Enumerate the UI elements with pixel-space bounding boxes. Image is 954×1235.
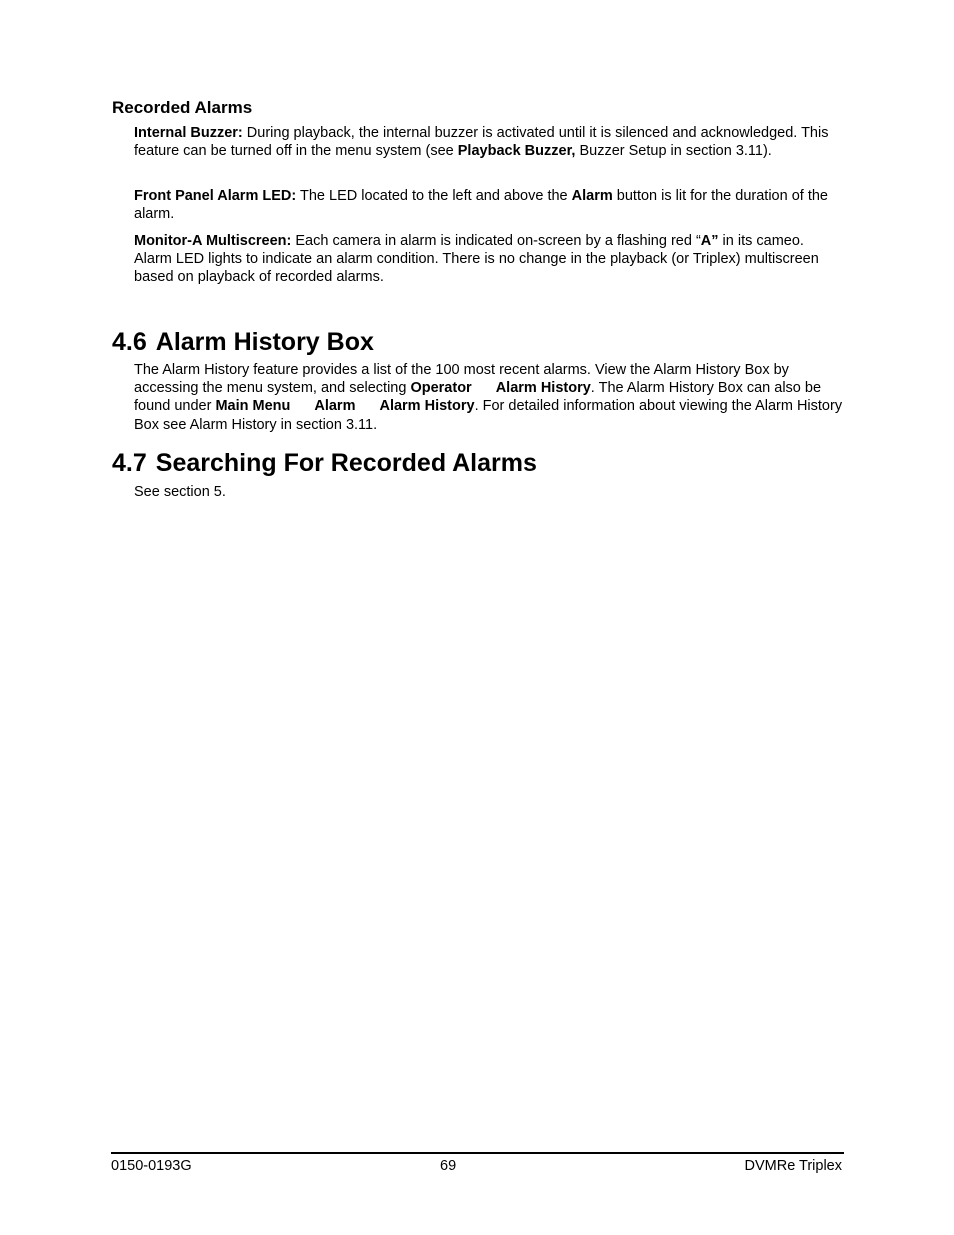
front-panel-led-text: The LED located to the left and above the <box>296 188 572 204</box>
alarm-indicator-term: A” <box>700 233 719 249</box>
menu-main-menu: Main Menu <box>215 398 291 415</box>
menu-alarm-history-2: Alarm History <box>379 398 475 415</box>
section-4-6-title: Alarm History Box <box>155 328 374 356</box>
see-section-paragraph: See section 5. <box>134 484 226 500</box>
section-4-6-number: 4.6 <box>112 328 147 356</box>
monitor-a-paragraph <box>134 232 844 287</box>
recorded-alarms-heading: Recorded Alarms <box>112 98 253 117</box>
footer-product-name: DVMRe Triplex <box>744 1158 842 1174</box>
internal-buzzer-paragraph <box>134 124 844 160</box>
footer-page-number: 69 <box>440 1158 457 1174</box>
front-panel-led-label: Front Panel Alarm LED: <box>134 188 297 204</box>
alarm-history-text: The Alarm History feature provides a list of the 100 most recent alarms. View the Alarm History Box by accessing the menu system, and selecting <box>134 362 789 397</box>
footer-rule <box>111 1152 844 1154</box>
monitor-a-label: Monitor-A Multiscreen: <box>134 233 292 249</box>
front-panel-led-text-end: button is lit for the duration of the alarm. <box>134 188 828 223</box>
alarm-history-text-end: . For detailed information about viewing the Alarm History Box see Alarm History in section 3.11. <box>134 398 843 433</box>
alarm-history-text-mid: . The Alarm History Box can also be found under <box>134 380 822 415</box>
internal-buzzer-text-end: Buzzer Setup in section 3.11). <box>575 143 772 160</box>
menu-alarm: Alarm <box>314 398 356 415</box>
internal-buzzer-text: During playback, the internal buzzer is activated until it is silenced and acknowledged. This feature can be turned off in the menu system (see <box>134 125 829 160</box>
section-4-7-title: Searching For Recorded Alarms <box>155 449 537 477</box>
internal-buzzer-label: Internal Buzzer: <box>134 125 243 141</box>
alarm-history-paragraph <box>134 361 844 434</box>
monitor-a-text: Each camera in alarm is indicated on-screen by a flashing red “ <box>291 233 701 249</box>
menu-operator: Operator <box>410 380 472 397</box>
front-panel-led-paragraph <box>134 187 844 223</box>
alarm-button-term: Alarm <box>571 188 613 204</box>
section-4-7-heading <box>112 448 537 478</box>
section-4-6-heading <box>112 327 374 357</box>
menu-alarm-history: Alarm History <box>495 380 591 397</box>
playback-buzzer-term: Playback Buzzer, <box>457 143 576 160</box>
section-4-7-number: 4.7 <box>112 449 147 477</box>
footer-doc-number: 0150-0193G <box>111 1158 192 1174</box>
monitor-a-text-end: in its cameo. Alarm LED lights to indicate an alarm condition. There is no change in the playback (or Triplex) multiscreen based on playback of recorded alarms. <box>134 233 819 286</box>
